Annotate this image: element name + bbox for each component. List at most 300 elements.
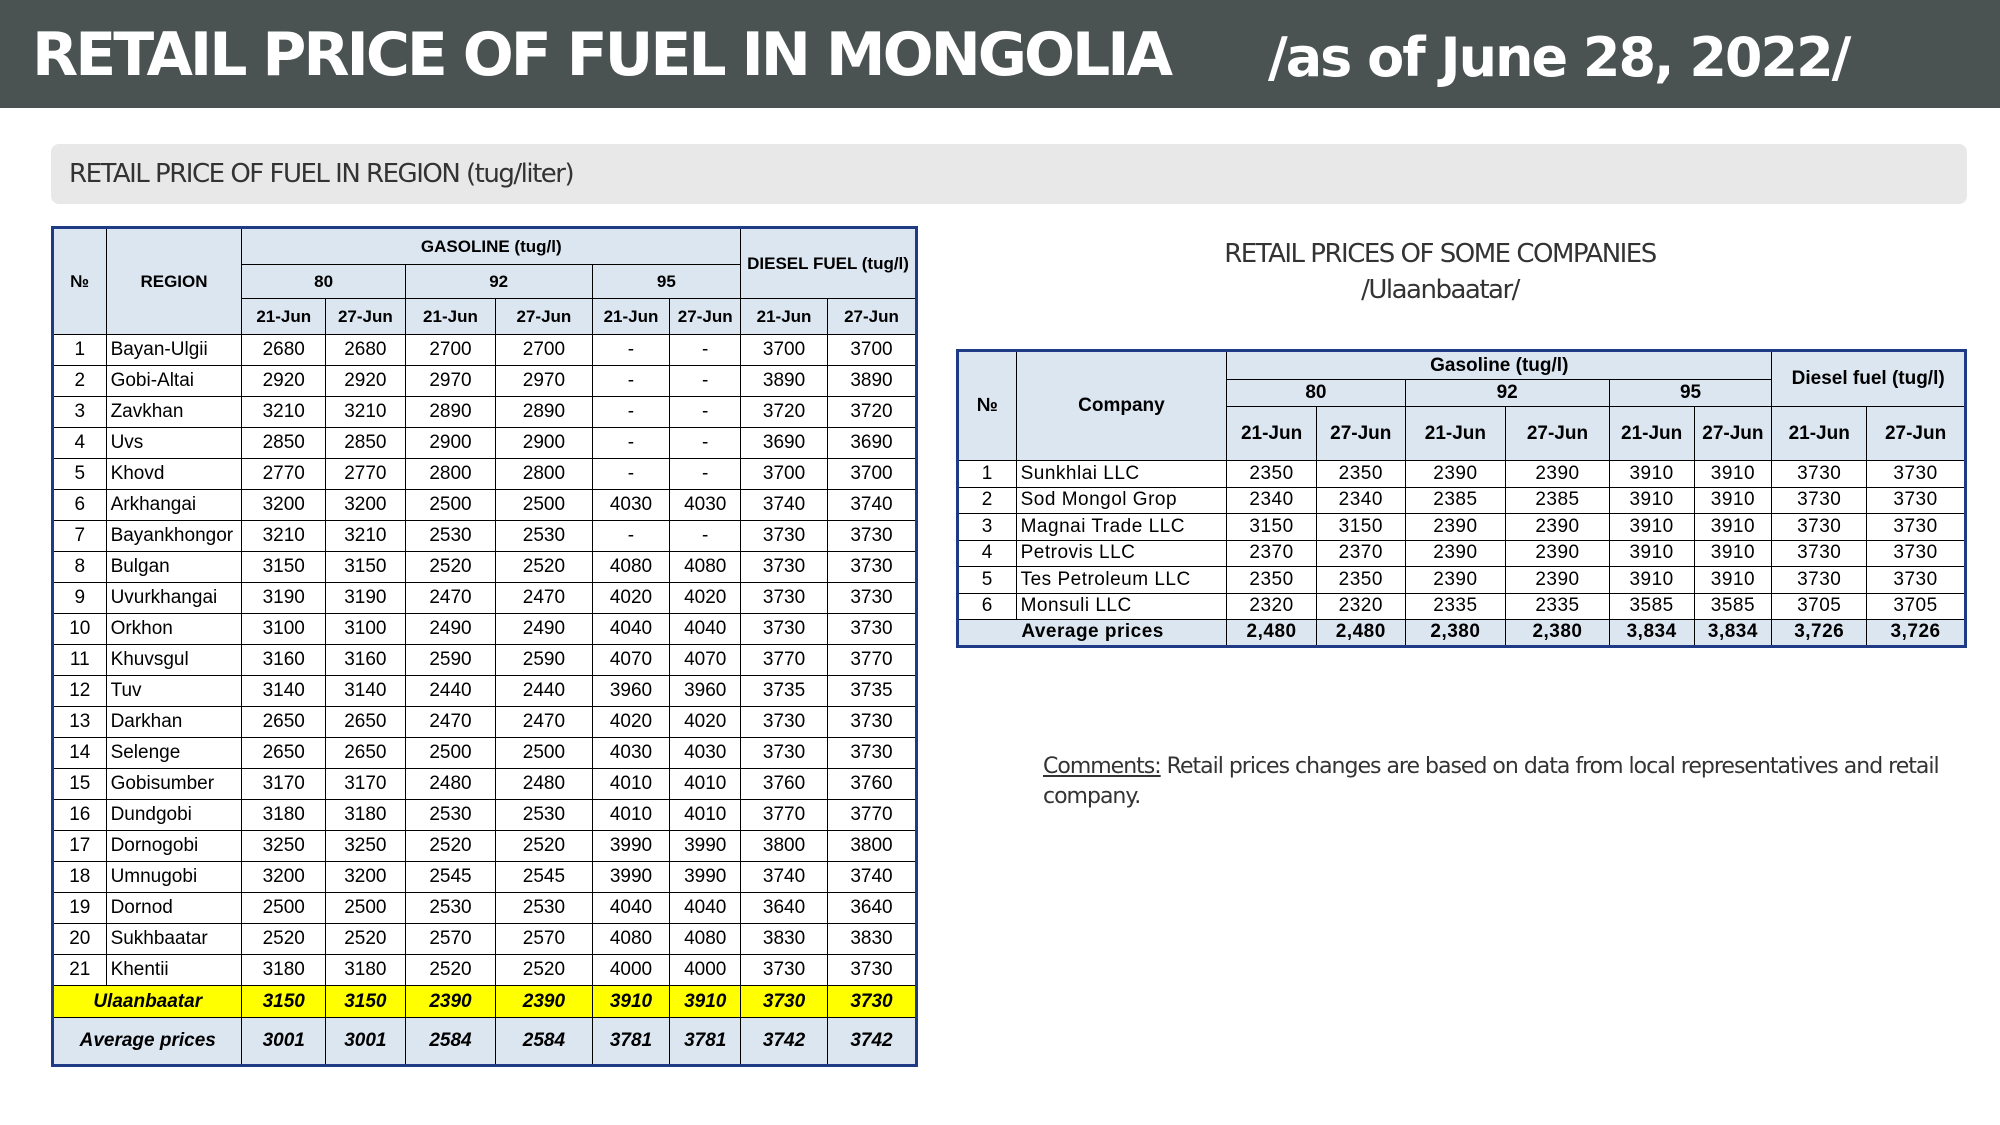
table-row (53, 800, 917, 831)
price-cell: 2500 (242, 893, 326, 924)
price-cell: 3730 (1867, 540, 1966, 567)
price-cell: 2570 (496, 924, 592, 955)
row-number: 11 (53, 645, 107, 676)
price-cell: 2900 (405, 428, 496, 459)
col-region-header: REGION (106, 228, 242, 335)
row-number: 10 (53, 614, 107, 645)
row-number: 4 (53, 428, 107, 459)
table-row (958, 487, 1966, 514)
price-cell: 2490 (405, 614, 496, 645)
price-cell: 2500 (496, 490, 592, 521)
price-cell: 2520 (496, 955, 592, 986)
price-cell: 3770 (741, 800, 828, 831)
grade-header: 80 (242, 265, 405, 299)
price-cell: - (670, 335, 741, 366)
price-cell: 2530 (496, 521, 592, 552)
price-cell: - (592, 397, 670, 428)
price-cell: 2920 (326, 366, 406, 397)
company-name: Petrovis LLC (1016, 540, 1227, 567)
price-cell: 4010 (592, 769, 670, 800)
row-number: 21 (53, 955, 107, 986)
average-row-label: Average prices (53, 1018, 242, 1066)
price-cell: 3730 (828, 583, 917, 614)
page-date: /as of June 28, 2022/ (1268, 26, 1850, 89)
price-cell: 4030 (592, 738, 670, 769)
price-cell: 2890 (496, 397, 592, 428)
price-cell: 3770 (741, 645, 828, 676)
price-cell: 3910 (592, 986, 670, 1018)
price-cell: 3150 (326, 986, 406, 1018)
price-cell: 2584 (405, 1018, 496, 1066)
price-cell: 2520 (326, 924, 406, 955)
row-number: 15 (53, 769, 107, 800)
table-row (53, 707, 917, 738)
price-cell: 2335 (1405, 593, 1506, 620)
price-cell: 4000 (592, 955, 670, 986)
price-cell: 2650 (242, 707, 326, 738)
price-cell: 3210 (326, 521, 406, 552)
price-cell: 3740 (828, 862, 917, 893)
price-cell: 3150 (242, 552, 326, 583)
price-cell: 3730 (1772, 487, 1867, 514)
row-number: 8 (53, 552, 107, 583)
region-name: Dundgobi (106, 800, 242, 831)
region-name: Khuvsgul (106, 645, 242, 676)
price-cell: 3,834 (1609, 620, 1694, 647)
row-number: 2 (53, 366, 107, 397)
price-cell: 4030 (670, 738, 741, 769)
price-cell: 3170 (242, 769, 326, 800)
table-row (53, 676, 917, 707)
price-cell: 2350 (1227, 567, 1317, 594)
price-cell: - (670, 397, 741, 428)
row-number: 7 (53, 521, 107, 552)
price-cell: 3730 (1772, 567, 1867, 594)
price-cell: 2390 (405, 986, 496, 1018)
region-name: Tuv (106, 676, 242, 707)
price-cell: 3690 (741, 428, 828, 459)
price-cell: 2350 (1316, 567, 1405, 594)
price-cell: 3730 (741, 986, 828, 1018)
row-number: 2 (958, 487, 1017, 514)
price-cell: 3140 (326, 676, 406, 707)
region-name: Gobi-Altai (106, 366, 242, 397)
price-cell: 2584 (496, 1018, 592, 1066)
price-cell: 2385 (1405, 487, 1506, 514)
table-row (53, 645, 917, 676)
price-cell: 3690 (828, 428, 917, 459)
date-header: 21-Jun (405, 299, 496, 335)
companies-title-line2: /Ulaanbaatar/ (1361, 275, 1519, 305)
date-header: 27-Jun (828, 299, 917, 335)
region-name: Darkhan (106, 707, 242, 738)
price-cell: 2350 (1227, 461, 1317, 488)
region-name: Selenge (106, 738, 242, 769)
price-cell: 3730 (828, 738, 917, 769)
price-cell: 3800 (741, 831, 828, 862)
price-cell: 2500 (405, 490, 496, 521)
price-cell: 3150 (1316, 514, 1405, 541)
price-cell: 3180 (326, 955, 406, 986)
company-name: Magnai Trade LLC (1016, 514, 1227, 541)
table-row (53, 738, 917, 769)
price-cell: 4020 (592, 707, 670, 738)
average-row (53, 1018, 917, 1066)
region-price-table (51, 226, 918, 1067)
price-cell: 2390 (1506, 567, 1610, 594)
price-cell: 3001 (242, 1018, 326, 1066)
date-header: 21-Jun (242, 299, 326, 335)
table-row (53, 490, 917, 521)
price-cell: 3990 (670, 862, 741, 893)
price-cell: - (592, 428, 670, 459)
table-row (53, 366, 917, 397)
price-cell: 3830 (828, 924, 917, 955)
region-name: Uvurkhangai (106, 583, 242, 614)
row-number: 1 (958, 461, 1017, 488)
price-cell: 2390 (1506, 540, 1610, 567)
table-row (53, 583, 917, 614)
price-cell: 3740 (741, 862, 828, 893)
price-cell: 2,480 (1316, 620, 1405, 647)
price-cell: 3730 (741, 955, 828, 986)
table-row (958, 461, 1966, 488)
table-row (53, 614, 917, 645)
row-number: 16 (53, 800, 107, 831)
price-cell: 3742 (741, 1018, 828, 1066)
date-header: 21-Jun (1609, 407, 1694, 461)
price-cell: 3730 (1867, 461, 1966, 488)
table-row (958, 540, 1966, 567)
price-cell: 3800 (828, 831, 917, 862)
col-gasoline-header: GASOLINE (tug/l) (242, 228, 741, 265)
ulaanbaatar-row-label: Ulaanbaatar (53, 986, 242, 1018)
price-cell: 4020 (670, 707, 741, 738)
price-cell: 2590 (496, 645, 592, 676)
price-cell: 2480 (405, 769, 496, 800)
price-cell: 3250 (242, 831, 326, 862)
price-cell: 3200 (242, 862, 326, 893)
price-cell: 2470 (496, 583, 592, 614)
price-cell: 4000 (670, 955, 741, 986)
price-cell: 3705 (1867, 593, 1966, 620)
price-cell: 2340 (1316, 487, 1405, 514)
price-cell: 3705 (1772, 593, 1867, 620)
price-cell: 3170 (326, 769, 406, 800)
table-row (53, 893, 917, 924)
price-cell: 3730 (741, 614, 828, 645)
col-no-header: № (958, 351, 1017, 461)
price-cell: 2390 (1506, 461, 1610, 488)
table-row (958, 567, 1966, 594)
average-row (958, 620, 1966, 647)
price-cell: 2890 (405, 397, 496, 428)
price-cell: 2545 (496, 862, 592, 893)
price-cell: 4030 (670, 490, 741, 521)
price-cell: - (592, 335, 670, 366)
price-cell: 3100 (242, 614, 326, 645)
row-number: 18 (53, 862, 107, 893)
price-cell: 3180 (242, 800, 326, 831)
price-cell: 3190 (326, 583, 406, 614)
price-cell: 4040 (592, 893, 670, 924)
price-cell: 3180 (242, 955, 326, 986)
table-row (53, 397, 917, 428)
price-cell: 3730 (828, 521, 917, 552)
price-cell: 3910 (1609, 461, 1694, 488)
price-cell: 3640 (828, 893, 917, 924)
date-header: 21-Jun (1772, 407, 1867, 461)
price-cell: 4010 (670, 769, 741, 800)
table-row (53, 924, 917, 955)
price-cell: 3150 (326, 552, 406, 583)
price-cell: 3140 (242, 676, 326, 707)
price-cell: 3160 (242, 645, 326, 676)
price-cell: 3210 (242, 521, 326, 552)
price-cell: 4020 (670, 583, 741, 614)
section-header (51, 144, 1967, 204)
price-cell: 2530 (496, 800, 592, 831)
price-cell: 3730 (1867, 487, 1966, 514)
price-cell: 2470 (405, 583, 496, 614)
date-header: 27-Jun (1867, 407, 1966, 461)
table-row (53, 831, 917, 862)
price-cell: 2390 (1506, 514, 1610, 541)
price-cell: 2520 (405, 831, 496, 862)
company-name: Monsuli LLC (1016, 593, 1227, 620)
price-cell: - (670, 459, 741, 490)
row-number: 3 (958, 514, 1017, 541)
section-title: RETAIL PRICE OF FUEL IN REGION (tug/liter) (69, 159, 574, 189)
date-header: 27-Jun (326, 299, 406, 335)
price-cell: 2520 (496, 831, 592, 862)
col-company-header: Company (1016, 351, 1227, 461)
price-cell: 2385 (1506, 487, 1610, 514)
price-cell: 2920 (242, 366, 326, 397)
price-cell: 3730 (741, 552, 828, 583)
price-cell: 2680 (326, 335, 406, 366)
price-cell: 4070 (592, 645, 670, 676)
row-number: 14 (53, 738, 107, 769)
price-cell: 2770 (242, 459, 326, 490)
price-cell: 3760 (828, 769, 917, 800)
table-row (53, 459, 917, 490)
grade-header: 92 (405, 265, 592, 299)
price-cell: 4010 (670, 800, 741, 831)
comments-text: Retail prices changes are based on data from local representatives and retail company. (1043, 754, 1939, 809)
row-number: 20 (53, 924, 107, 955)
price-cell: 2500 (405, 738, 496, 769)
table-row (53, 521, 917, 552)
price-cell: 2530 (496, 893, 592, 924)
price-cell: 3730 (741, 707, 828, 738)
price-cell: - (670, 366, 741, 397)
price-cell: 3735 (741, 676, 828, 707)
header-bar (0, 0, 2000, 108)
price-cell: 3200 (326, 490, 406, 521)
price-cell: - (670, 428, 741, 459)
price-cell: 3960 (592, 676, 670, 707)
price-cell: 3730 (828, 955, 917, 986)
price-cell: 3960 (670, 676, 741, 707)
price-cell: 4040 (592, 614, 670, 645)
price-cell: 3910 (1694, 540, 1772, 567)
price-cell: 2390 (1405, 461, 1506, 488)
price-cell: 2480 (496, 769, 592, 800)
region-name: Umnugobi (106, 862, 242, 893)
company-name: Tes Petroleum LLC (1016, 567, 1227, 594)
price-cell: 2530 (405, 521, 496, 552)
price-cell: - (592, 521, 670, 552)
price-cell: 3730 (828, 552, 917, 583)
date-header: 21-Jun (741, 299, 828, 335)
price-cell: 3585 (1609, 593, 1694, 620)
price-cell: 3910 (670, 986, 741, 1018)
date-header: 27-Jun (670, 299, 741, 335)
price-cell: 2520 (496, 552, 592, 583)
price-cell: 4040 (670, 614, 741, 645)
price-cell: 2470 (496, 707, 592, 738)
region-name: Bayankhongor (106, 521, 242, 552)
row-number: 5 (958, 567, 1017, 594)
price-cell: 2390 (1405, 567, 1506, 594)
region-name: Bayan-Ulgii (106, 335, 242, 366)
price-cell: 3700 (828, 335, 917, 366)
price-cell: 2650 (326, 738, 406, 769)
row-number: 5 (53, 459, 107, 490)
price-cell: 3730 (1772, 540, 1867, 567)
price-cell: 3990 (670, 831, 741, 862)
region-name: Dornod (106, 893, 242, 924)
price-cell: 2520 (242, 924, 326, 955)
grade-header: 95 (592, 265, 740, 299)
price-cell: 3700 (828, 459, 917, 490)
price-cell: 2590 (405, 645, 496, 676)
price-cell: 3730 (1772, 514, 1867, 541)
price-cell: 2500 (326, 893, 406, 924)
price-cell: 3210 (242, 397, 326, 428)
price-cell: 4080 (592, 552, 670, 583)
company-name: Sunkhlai LLC (1016, 461, 1227, 488)
price-cell: 3210 (326, 397, 406, 428)
price-cell: - (592, 459, 670, 490)
price-cell: 2850 (326, 428, 406, 459)
price-cell: 2800 (496, 459, 592, 490)
row-number: 4 (958, 540, 1017, 567)
col-diesel-header: Diesel fuel (tug/l) (1772, 351, 1966, 407)
table-row (53, 955, 917, 986)
region-name: Khovd (106, 459, 242, 490)
price-cell: 3910 (1609, 487, 1694, 514)
price-cell: 4010 (592, 800, 670, 831)
row-number: 1 (53, 335, 107, 366)
price-cell: - (670, 521, 741, 552)
price-cell: 3180 (326, 800, 406, 831)
price-cell: 4030 (592, 490, 670, 521)
price-cell: 2520 (405, 955, 496, 986)
grade-header: 80 (1227, 380, 1405, 407)
price-cell: 4080 (670, 552, 741, 583)
price-cell: 3830 (741, 924, 828, 955)
price-cell: 3770 (828, 800, 917, 831)
price-cell: 2440 (405, 676, 496, 707)
date-header: 27-Jun (1316, 407, 1405, 461)
price-cell: 3781 (670, 1018, 741, 1066)
date-header: 27-Jun (1506, 407, 1610, 461)
price-cell: 2,380 (1506, 620, 1610, 647)
price-cell: 3,834 (1694, 620, 1772, 647)
row-number: 17 (53, 831, 107, 862)
region-name: Uvs (106, 428, 242, 459)
price-cell: 3760 (741, 769, 828, 800)
price-cell: 2650 (242, 738, 326, 769)
price-cell: 2320 (1227, 593, 1317, 620)
price-cell: 3910 (1694, 567, 1772, 594)
price-cell: 2340 (1227, 487, 1317, 514)
date-header: 21-Jun (1227, 407, 1317, 461)
region-name: Arkhangai (106, 490, 242, 521)
row-number: 19 (53, 893, 107, 924)
price-cell: 2440 (496, 676, 592, 707)
date-header: 21-Jun (1405, 407, 1506, 461)
price-cell: 3990 (592, 831, 670, 862)
price-cell: 2320 (1316, 593, 1405, 620)
row-number: 12 (53, 676, 107, 707)
price-cell: 3720 (741, 397, 828, 428)
row-number: 6 (53, 490, 107, 521)
date-header: 21-Jun (592, 299, 670, 335)
price-cell: 2500 (496, 738, 592, 769)
grade-header: 92 (1405, 380, 1609, 407)
row-number: 13 (53, 707, 107, 738)
price-cell: 2390 (496, 986, 592, 1018)
price-cell: 3740 (741, 490, 828, 521)
price-cell: 3990 (592, 862, 670, 893)
price-cell: 3781 (592, 1018, 670, 1066)
comments-note (1043, 752, 1943, 812)
price-cell: 3720 (828, 397, 917, 428)
price-cell: 3150 (242, 986, 326, 1018)
date-header: 27-Jun (496, 299, 592, 335)
price-cell: 3730 (828, 614, 917, 645)
grade-header: 95 (1609, 380, 1772, 407)
region-name: Khentii (106, 955, 242, 986)
price-cell: 3730 (741, 738, 828, 769)
price-cell: 3890 (741, 366, 828, 397)
price-cell: 2390 (1405, 514, 1506, 541)
price-cell: - (592, 366, 670, 397)
table-row (958, 593, 1966, 620)
price-cell: 2650 (326, 707, 406, 738)
price-cell: 2,480 (1227, 620, 1317, 647)
company-price-table (956, 349, 1967, 648)
price-cell: 4070 (670, 645, 741, 676)
price-cell: 2570 (405, 924, 496, 955)
price-cell: 2770 (326, 459, 406, 490)
price-cell: 2970 (405, 366, 496, 397)
price-cell: 2350 (1316, 461, 1405, 488)
row-number: 3 (53, 397, 107, 428)
date-header: 27-Jun (1694, 407, 1772, 461)
price-cell: 3200 (326, 862, 406, 893)
col-no-header: № (53, 228, 107, 335)
price-cell: 3730 (828, 986, 917, 1018)
price-cell: 3740 (828, 490, 917, 521)
price-cell: 2490 (496, 614, 592, 645)
price-cell: 3890 (828, 366, 917, 397)
ulaanbaatar-row (53, 986, 917, 1018)
price-cell: 2680 (242, 335, 326, 366)
